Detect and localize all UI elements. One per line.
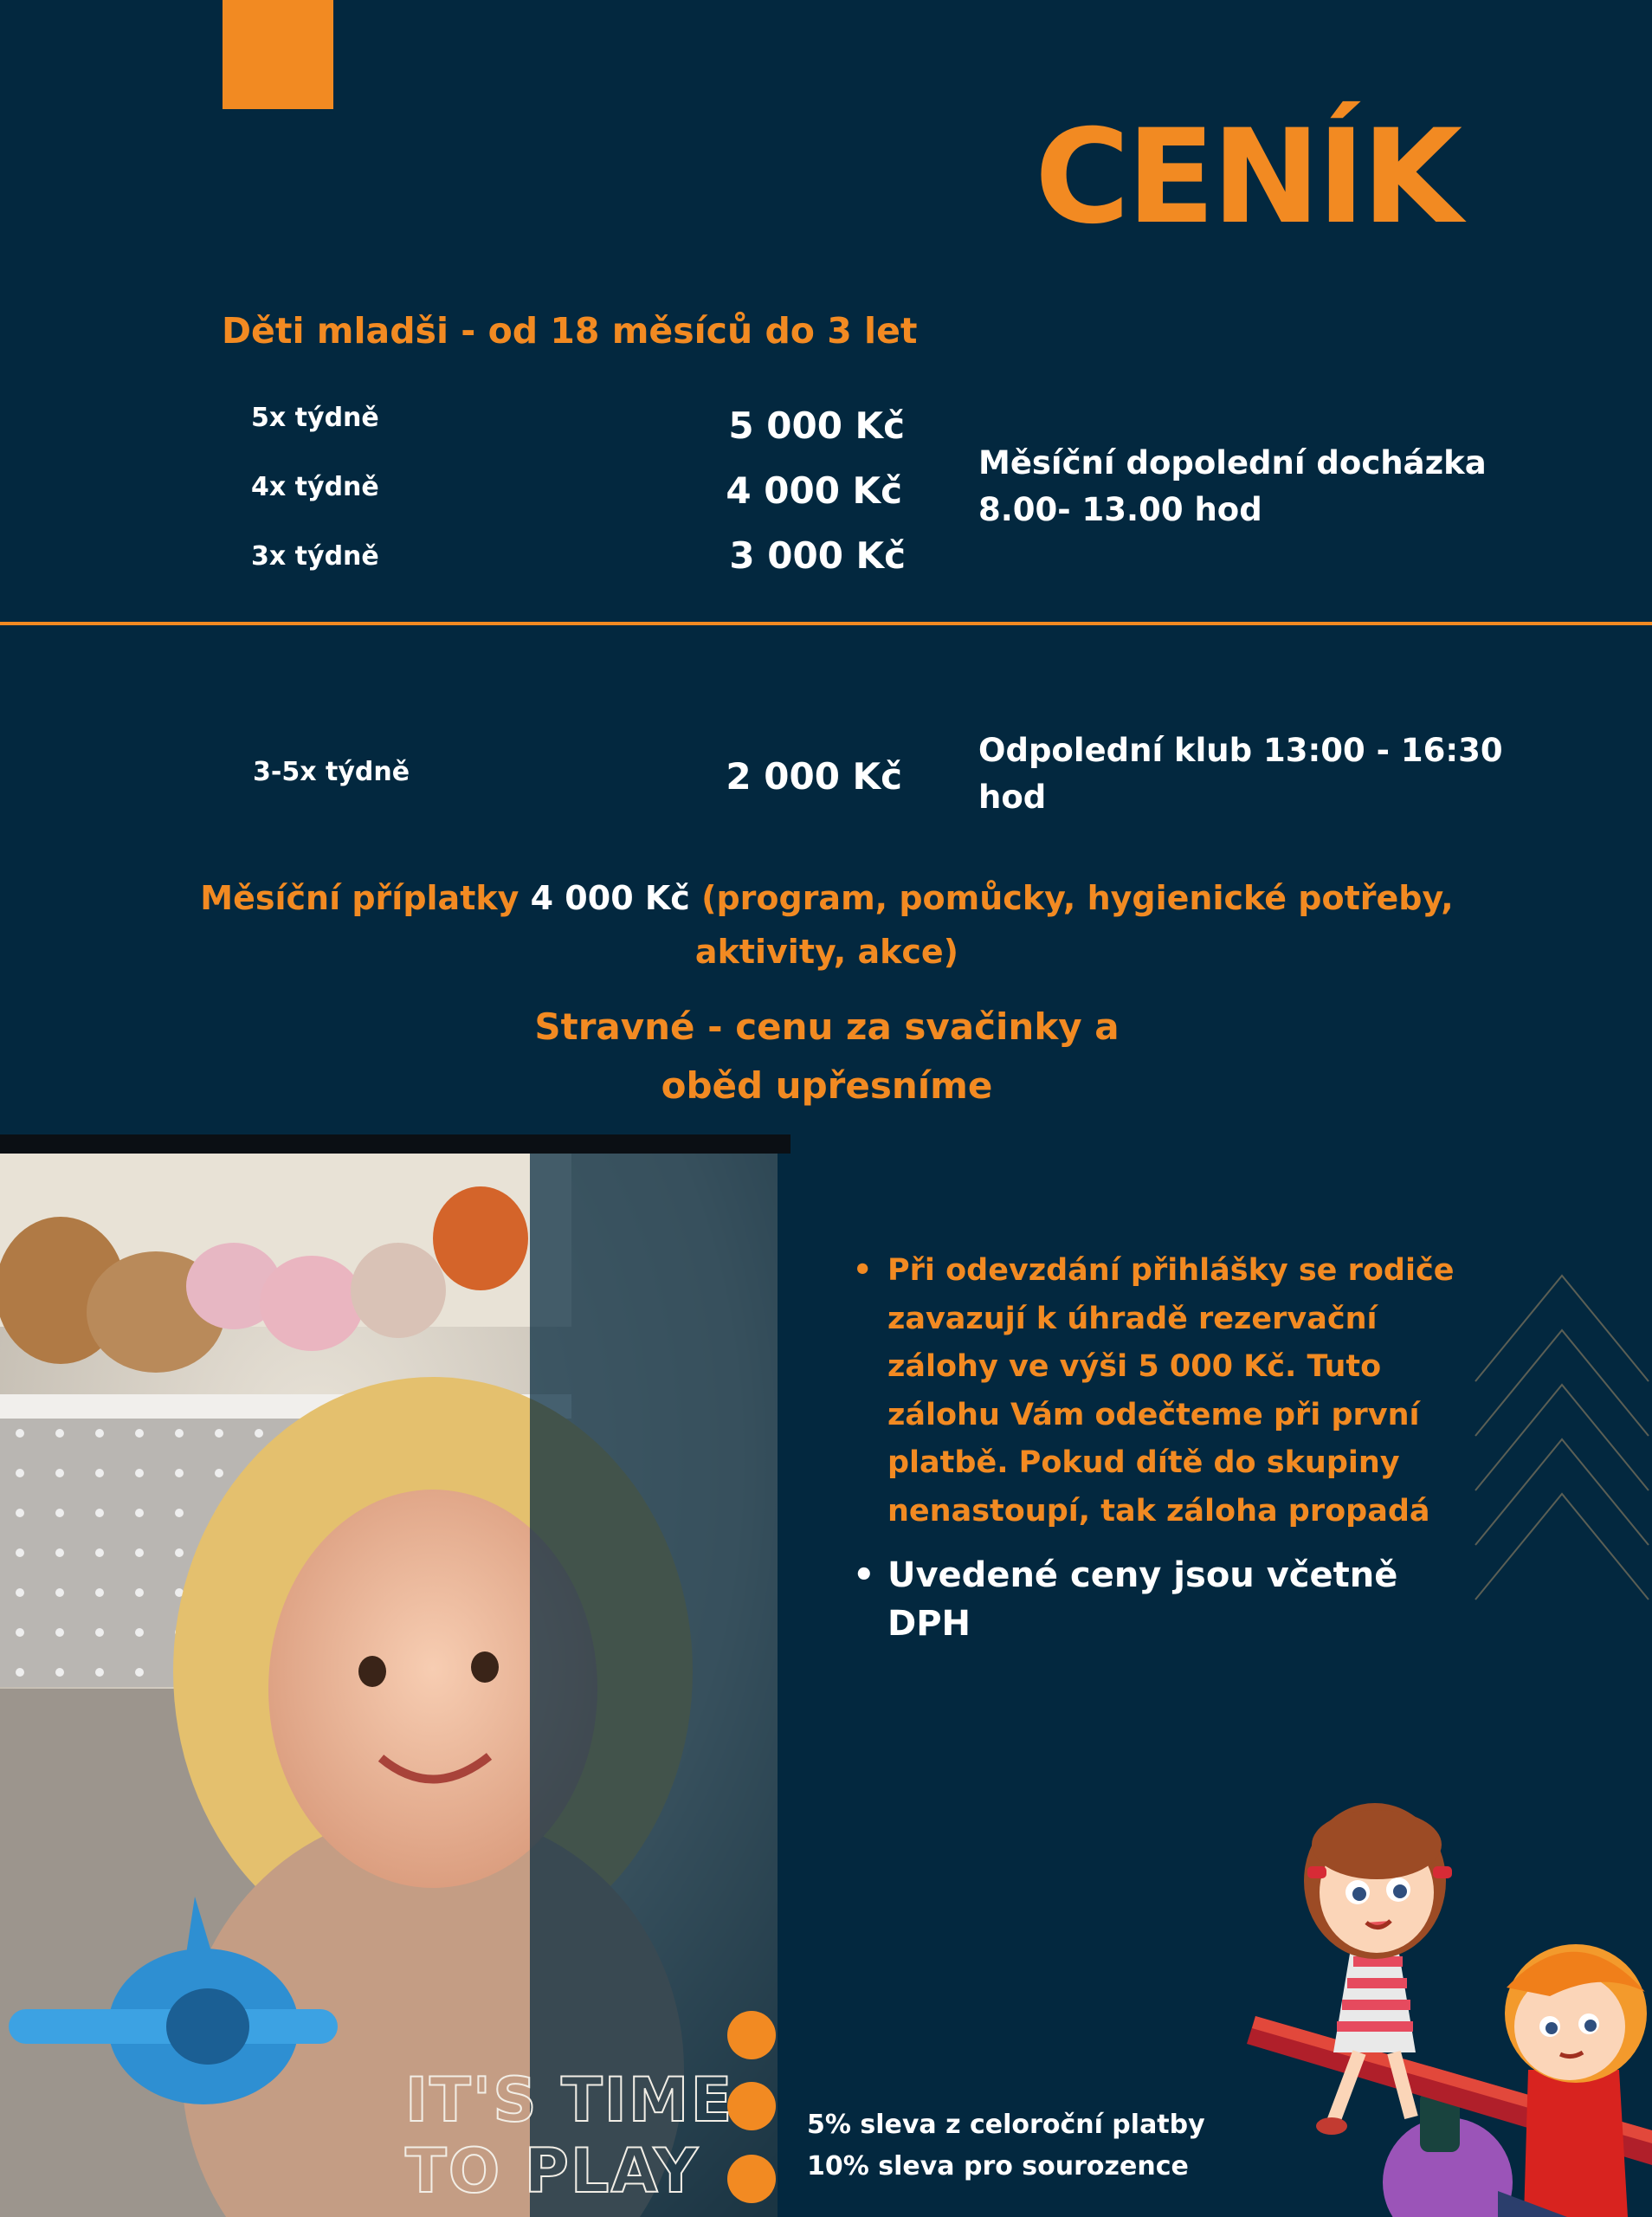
list-item	[853, 1551, 1476, 1648]
morning-attendance-description: Měsíční dopolední docházka 8.00- 13.00 hod	[978, 444, 1487, 528]
orange-dot	[727, 2082, 776, 2130]
frequency-label: 4x týdně	[251, 472, 379, 502]
discounts	[807, 2104, 1205, 2188]
chevron-up-icon	[1472, 1273, 1652, 1606]
price-value: 2 000 Kč	[726, 755, 902, 798]
orange-dot	[727, 2011, 776, 2059]
decorative-dots	[727, 2011, 779, 2217]
deposit-note: Při odevzdání přihlášky se rodiče zavazují k úhradě rezervační zálohy ve výši 5 000 Kč. Tuto zálohu Vám odečteme při první platbě. Pokud dítě do skupiny nenastoupí, tak záloha propadá	[887, 1253, 1455, 1529]
child-with-toy-plane-photo	[0, 1134, 791, 2217]
meals-note: Stravné - cenu za svačinky a oběd upřesníme	[534, 1005, 1120, 1107]
slogan-line: IT'S TIME	[405, 2065, 734, 2136]
price-value: 3 000 Kč	[729, 534, 906, 577]
notes-list	[853, 1247, 1476, 1648]
surcharge-details: (program, pomůcky, hygienické potřeby, aktivity, akce)	[694, 879, 1454, 971]
monthly-surcharge	[190, 871, 1463, 979]
kids-seesaw-illustration	[1238, 1784, 1652, 2217]
surcharge-label: Měsíční příplatky	[200, 879, 519, 917]
slogan-line: TO PLAY	[405, 2136, 700, 2207]
price-value: 4 000 Kč	[726, 469, 902, 512]
vat-note: Uvedené ceny jsou včetně DPH	[887, 1555, 1398, 1644]
afternoon-club-description: Odpolední klub 13:00 - 16:30 hod	[978, 732, 1503, 816]
surcharge-amount: 4 000 Kč	[530, 879, 690, 917]
bullet-icon: •	[853, 1253, 873, 1288]
page-title: CENÍK	[1035, 102, 1460, 253]
slogan	[405, 2065, 733, 2207]
frequency-label: 3-5x týdně	[253, 757, 410, 787]
list-item	[853, 1247, 1476, 1535]
bullet-icon: •	[853, 1555, 875, 1595]
section-divider	[0, 622, 1652, 625]
frequency-label: 3x týdně	[251, 541, 379, 572]
section-heading-younger-children: Děti mladši - od 18 měsíců do 3 let	[222, 310, 918, 352]
price-value: 5 000 Kč	[728, 404, 905, 447]
discount-annual: 5% sleva z celoroční platby	[807, 2110, 1205, 2140]
frequency-label: 5x týdně	[251, 403, 379, 433]
orange-dot	[727, 2155, 776, 2203]
discount-siblings: 10% sleva pro sourozence	[807, 2151, 1189, 2181]
decorative-orange-square	[223, 0, 333, 109]
